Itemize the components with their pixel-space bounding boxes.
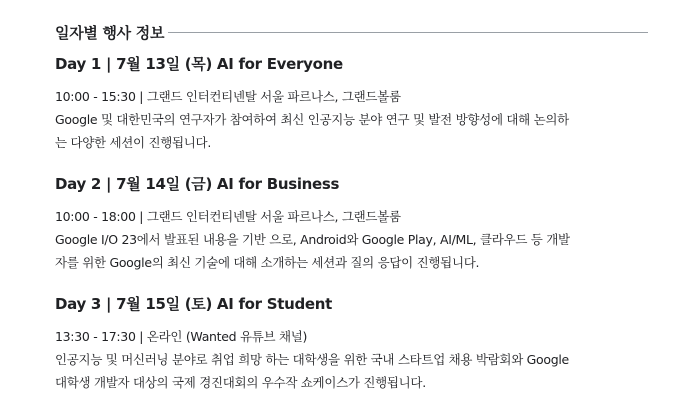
day-2-title: Day 2 | 7월 14일 (금) AI for Business — [55, 175, 340, 193]
day-3-block — [55, 292, 648, 394]
day-3-description: 인공지능 및 머신러닝 분야로 취업 희망 하는 대학생을 위한 국내 스타트업 채용 박람회와 Google 대학생 개발자 대상의 국제 경진대회의 우수작 쇼케이스가 진행됩니다. — [55, 352, 569, 390]
day-1-title: Day 1 | 7월 13일 (목) AI for Everyone — [55, 55, 343, 73]
day-2-block — [55, 172, 648, 274]
event-info-page — [55, 20, 648, 412]
section-title: 일자별 행사 정보 — [55, 23, 165, 42]
day-3-time-venue: 13:30 - 17:30 | 온라인 (Wanted 유튜브 채널) — [55, 329, 308, 344]
day-1-block — [55, 52, 648, 154]
section-header — [55, 20, 648, 44]
day-1-time-venue: 10:00 - 15:30 | 그랜드 인터컨티넨탈 서울 파르나스, 그랜드볼룸 — [55, 89, 401, 104]
section-divider — [168, 32, 648, 33]
day-1-description: Google 및 대한민국의 연구자가 참여하여 최신 인공지능 분야 연구 및 발전 방향성에 대해 논의하는 다양한 세션이 진행됩니다. — [55, 112, 569, 150]
day-2-time-venue: 10:00 - 18:00 | 그랜드 인터컨티넨탈 서울 파르나스, 그랜드볼룸 — [55, 209, 401, 224]
day-3-title: Day 3 | 7월 15일 (토) AI for Student — [55, 295, 333, 313]
day-2-description: Google I/O 23에서 발표된 내용을 기반 으로, Android와 Google Play, AI/ML, 클라우드 등 개발자를 위한 Google의 최신 기술에 대해 소개하는 세션과 질의 응답이 진행됩니다. — [55, 232, 570, 270]
